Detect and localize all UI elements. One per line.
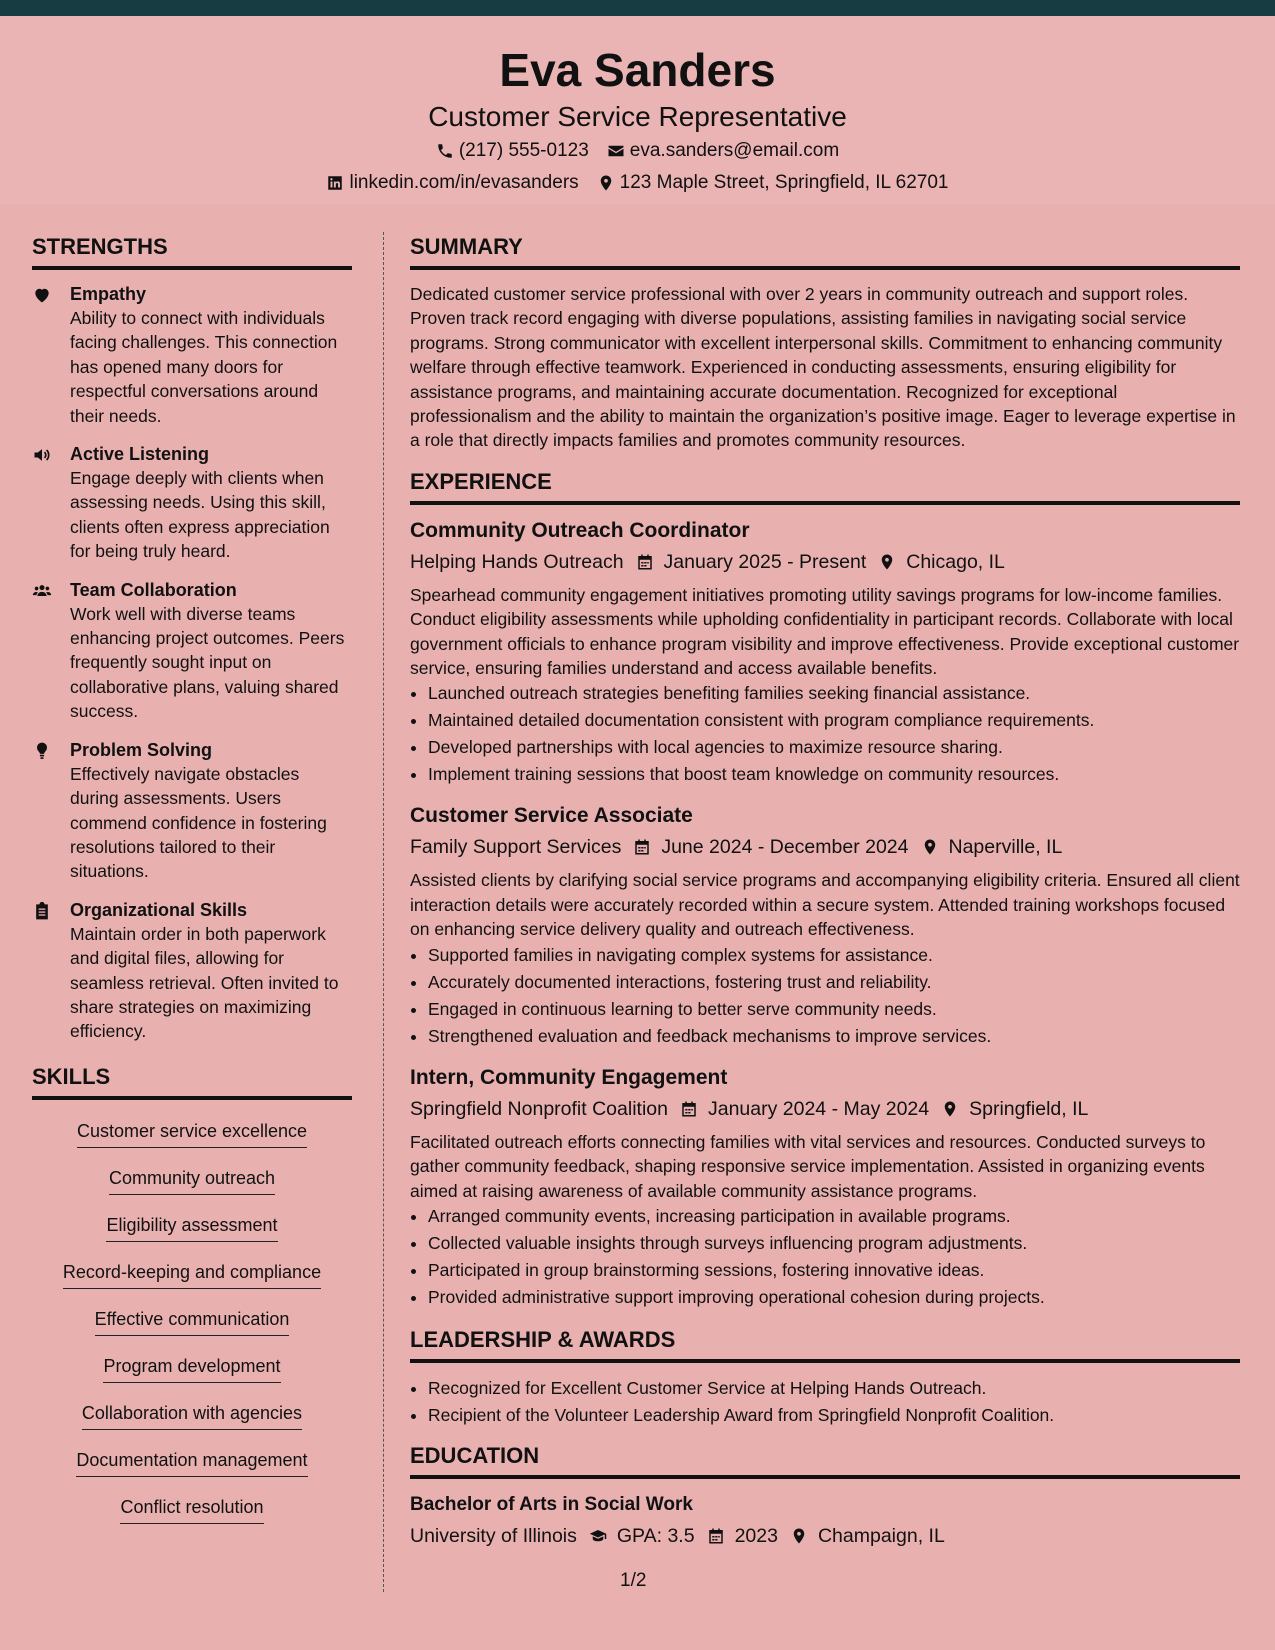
graduation-cap-icon xyxy=(589,1527,607,1545)
job-description: Assisted clients by clarifying social service programs and accompanying eligibility criteria. Ensured all client interaction details were accurately recorded within a secure system. Attended training workshops focused on enhancing service delivery quality and outreach effectiveness. xyxy=(410,870,1240,940)
contact-email[interactable] xyxy=(607,138,839,164)
strength-desc: Ability to connect with individuals facing challenges. This connection has opened many doors for respectful conversations around their needs. xyxy=(70,308,338,426)
left-column xyxy=(32,232,352,1541)
summary-section xyxy=(410,232,1240,453)
strength-name: Active Listening xyxy=(70,444,210,465)
job-company: Helping Hands Outreach xyxy=(410,550,624,573)
education-heading: EDUCATION xyxy=(410,1441,1240,1479)
candidate-title: Customer Service Representative xyxy=(428,101,847,132)
job-bullets xyxy=(410,1203,1240,1311)
calendar-icon xyxy=(636,553,654,571)
skill-item: Customer service excellence xyxy=(32,1118,352,1148)
skill-item: Community outreach xyxy=(32,1165,352,1195)
education-location: Champaign, IL xyxy=(817,1524,945,1547)
job-bullet: • Launched outreach strategies benefiting families seeking financial assistance. xyxy=(428,680,1240,707)
job-description: Facilitated outreach efforts connecting families with vital services and resources. Conducted surveys to gather community feedback, shaping responsive service implementation. Assisted in organizing events aimed at raising awareness of available community assistance programs. xyxy=(410,1131,1206,1201)
page-number: 1/2 xyxy=(620,1570,647,1591)
contact-address xyxy=(597,170,949,196)
job-title: Customer Service Associate xyxy=(410,804,693,828)
strength-name: Organizational Skills xyxy=(70,899,248,920)
job-bullets xyxy=(410,680,1240,788)
phone-icon xyxy=(436,142,454,160)
job-dates: June 2024 - December 2024 xyxy=(661,836,909,859)
strength-desc: Engage deeply with clients when assessing needs. Using this skill, clients often express appreciation for being truly heard. xyxy=(70,468,330,562)
job-meta xyxy=(410,832,1240,862)
calendar-icon xyxy=(707,1527,725,1545)
skills-heading: SKILLS xyxy=(32,1062,352,1100)
right-column xyxy=(410,232,1240,1563)
skills-section xyxy=(32,1062,352,1524)
heart-icon xyxy=(32,285,52,305)
job-location: Springfield, IL xyxy=(969,1097,1089,1120)
job-dates: January 2024 - May 2024 xyxy=(707,1097,930,1120)
phone-text: (217) 555-0123 xyxy=(458,140,589,161)
leadership-section xyxy=(410,1325,1240,1429)
column-divider xyxy=(383,232,384,1592)
skill-item: Conflict resolution xyxy=(32,1494,352,1524)
contact-phone xyxy=(436,138,589,164)
job-bullet: • Collected valuable insights through surveys influencing program adjustments. xyxy=(428,1230,1240,1257)
strength-name: Problem Solving xyxy=(70,739,213,760)
skill-item: Documentation management xyxy=(32,1447,352,1477)
contact-row-2 xyxy=(0,170,1275,196)
job-bullet: • Accurately documented interactions, fostering trust and reliability. xyxy=(428,969,1240,996)
job-dates: January 2025 - Present xyxy=(663,550,867,573)
job-bullet: • Provided administrative support improving operational cohesion during projects. xyxy=(428,1284,1240,1311)
job-entry xyxy=(410,1064,1240,1311)
job-bullet: • Developed partnerships with local agencies to maximize resource sharing. xyxy=(428,734,1240,761)
education-year: 2023 xyxy=(734,1524,778,1547)
job-company: Springfield Nonprofit Coalition xyxy=(410,1097,668,1120)
job-bullet: • Arranged community events, increasing participation in available programs. xyxy=(428,1203,1240,1230)
job-description: Spearhead community engagement initiatives promoting utility savings programs for low-income families. Conduct eligibility assessments while upholding confidentiality in participant records. Collaborate with local government officials to enhance program visibility and improve effectiveness. Provide exceptional customer service, ensuring families understand and access available benefits. xyxy=(410,584,1240,679)
leadership-heading: LEADERSHIP & AWARDS xyxy=(410,1325,1240,1363)
education-section xyxy=(410,1441,1240,1551)
job-location: Naperville, IL xyxy=(948,836,1063,859)
job-bullet: • Participated in group brainstorming sessions, fostering innovative ideas. xyxy=(428,1257,1240,1284)
strength-item xyxy=(32,898,352,1044)
job-company: Family Support Services xyxy=(410,836,622,859)
job-bullet: • Maintained detailed documentation consistent with program compliance requirements. xyxy=(428,707,1240,734)
strength-name: Empathy xyxy=(70,284,147,304)
strength-item xyxy=(32,282,352,428)
job-bullet: • Strengthened evaluation and feedback mechanisms to improve services. xyxy=(428,1023,1240,1050)
education-meta xyxy=(410,1521,1240,1551)
education-school: University of Illinois xyxy=(410,1524,577,1547)
contact-row-1 xyxy=(0,138,1275,164)
strength-desc: Effectively navigate obstacles during assessments. Users commend confidence in fostering resolutions tailored to their situations. xyxy=(70,763,327,882)
strength-desc: Work well with diverse teams enhancing project outcomes. Peers frequently sought input on collaborative plans, valuing shared success. xyxy=(70,603,345,722)
linkedin-text: linkedin.com/in/evasanders xyxy=(349,172,579,193)
strength-item xyxy=(32,442,352,564)
map-pin-icon xyxy=(878,553,896,571)
education-gpa: GPA: 3.5 xyxy=(616,1524,695,1547)
job-entry xyxy=(410,517,1240,789)
strength-name: Team Collaboration xyxy=(70,579,237,600)
strength-item xyxy=(32,738,352,884)
leadership-item: • Recipient of the Volunteer Leadership Award from Springfield Nonprofit Coalition. xyxy=(428,1402,1240,1429)
summary-heading: SUMMARY xyxy=(410,232,1240,270)
job-meta xyxy=(410,547,1240,577)
job-entry xyxy=(410,802,1240,1049)
calendar-icon xyxy=(680,1100,698,1118)
map-pin-icon xyxy=(790,1527,808,1545)
calendar-icon xyxy=(633,838,651,856)
skill-item: Program development xyxy=(32,1353,352,1383)
skill-item: Record-keeping and compliance xyxy=(32,1259,352,1289)
map-pin-icon xyxy=(941,1100,959,1118)
summary-text: Dedicated customer service professional with over 2 years in community outreach and support roles. Proven track record engaging with diverse populations, assisting families in navigating social service programs. Strong communicator with excellent interpersonal skills. Commitment to enhancing community welfare through effective teamwork. Experienced in conducting assessments, ensuring eligibility for assistance programs, and maintaining accurate documentation. Recognized for exceptional professionalism and the ability to maintain the organization’s positive image. Eager to leverage expertise in a role that directly impacts families and promotes community resources. xyxy=(410,284,1236,451)
top-accent-bar xyxy=(0,0,1275,16)
job-title: Intern, Community Engagement xyxy=(410,1065,728,1089)
leadership-item: • Recognized for Excellent Customer Service at Helping Hands Outreach. xyxy=(428,1375,1240,1402)
job-meta xyxy=(410,1094,1240,1124)
clipboard-icon xyxy=(32,901,52,921)
users-icon xyxy=(32,581,52,601)
job-bullet: • Implement training sessions that boost team knowledge on community resources. xyxy=(428,761,1240,788)
envelope-icon xyxy=(607,142,625,160)
linkedin-icon xyxy=(326,174,344,192)
skill-item: Effective communication xyxy=(32,1306,352,1336)
map-pin-icon xyxy=(921,838,939,856)
map-pin-icon xyxy=(597,174,615,192)
resume-header xyxy=(0,16,1275,204)
experience-heading: EXPERIENCE xyxy=(410,467,1240,505)
strength-desc: Maintain order in both paperwork and digital files, allowing for seamless retrieval. Often invited to share strategies on maximizing efficiency. xyxy=(70,923,339,1042)
volume-icon xyxy=(32,445,52,465)
strengths-heading: STRENGTHS xyxy=(32,232,352,270)
education-degree: Bachelor of Arts in Social Work xyxy=(410,1493,693,1515)
job-bullet: • Engaged in continuous learning to better serve community needs. xyxy=(428,996,1240,1023)
address-text: 123 Maple Street, Springfield, IL 62701 xyxy=(619,172,949,193)
skill-item: Collaboration with agencies xyxy=(32,1400,352,1430)
leadership-list xyxy=(410,1375,1240,1429)
lightbulb-icon xyxy=(32,741,52,761)
contact-linkedin[interactable] xyxy=(326,170,578,196)
candidate-name: Eva Sanders xyxy=(499,44,776,96)
job-bullets xyxy=(410,942,1240,1050)
strength-item xyxy=(32,578,352,724)
job-bullet: • Supported families in navigating complex systems for assistance. xyxy=(428,942,1240,969)
job-title: Community Outreach Coordinator xyxy=(410,518,750,542)
job-location: Chicago, IL xyxy=(906,550,1005,573)
email-text: eva.sanders@email.com xyxy=(629,140,840,161)
skill-item: Eligibility assessment xyxy=(32,1212,352,1242)
experience-section xyxy=(410,467,1240,1311)
